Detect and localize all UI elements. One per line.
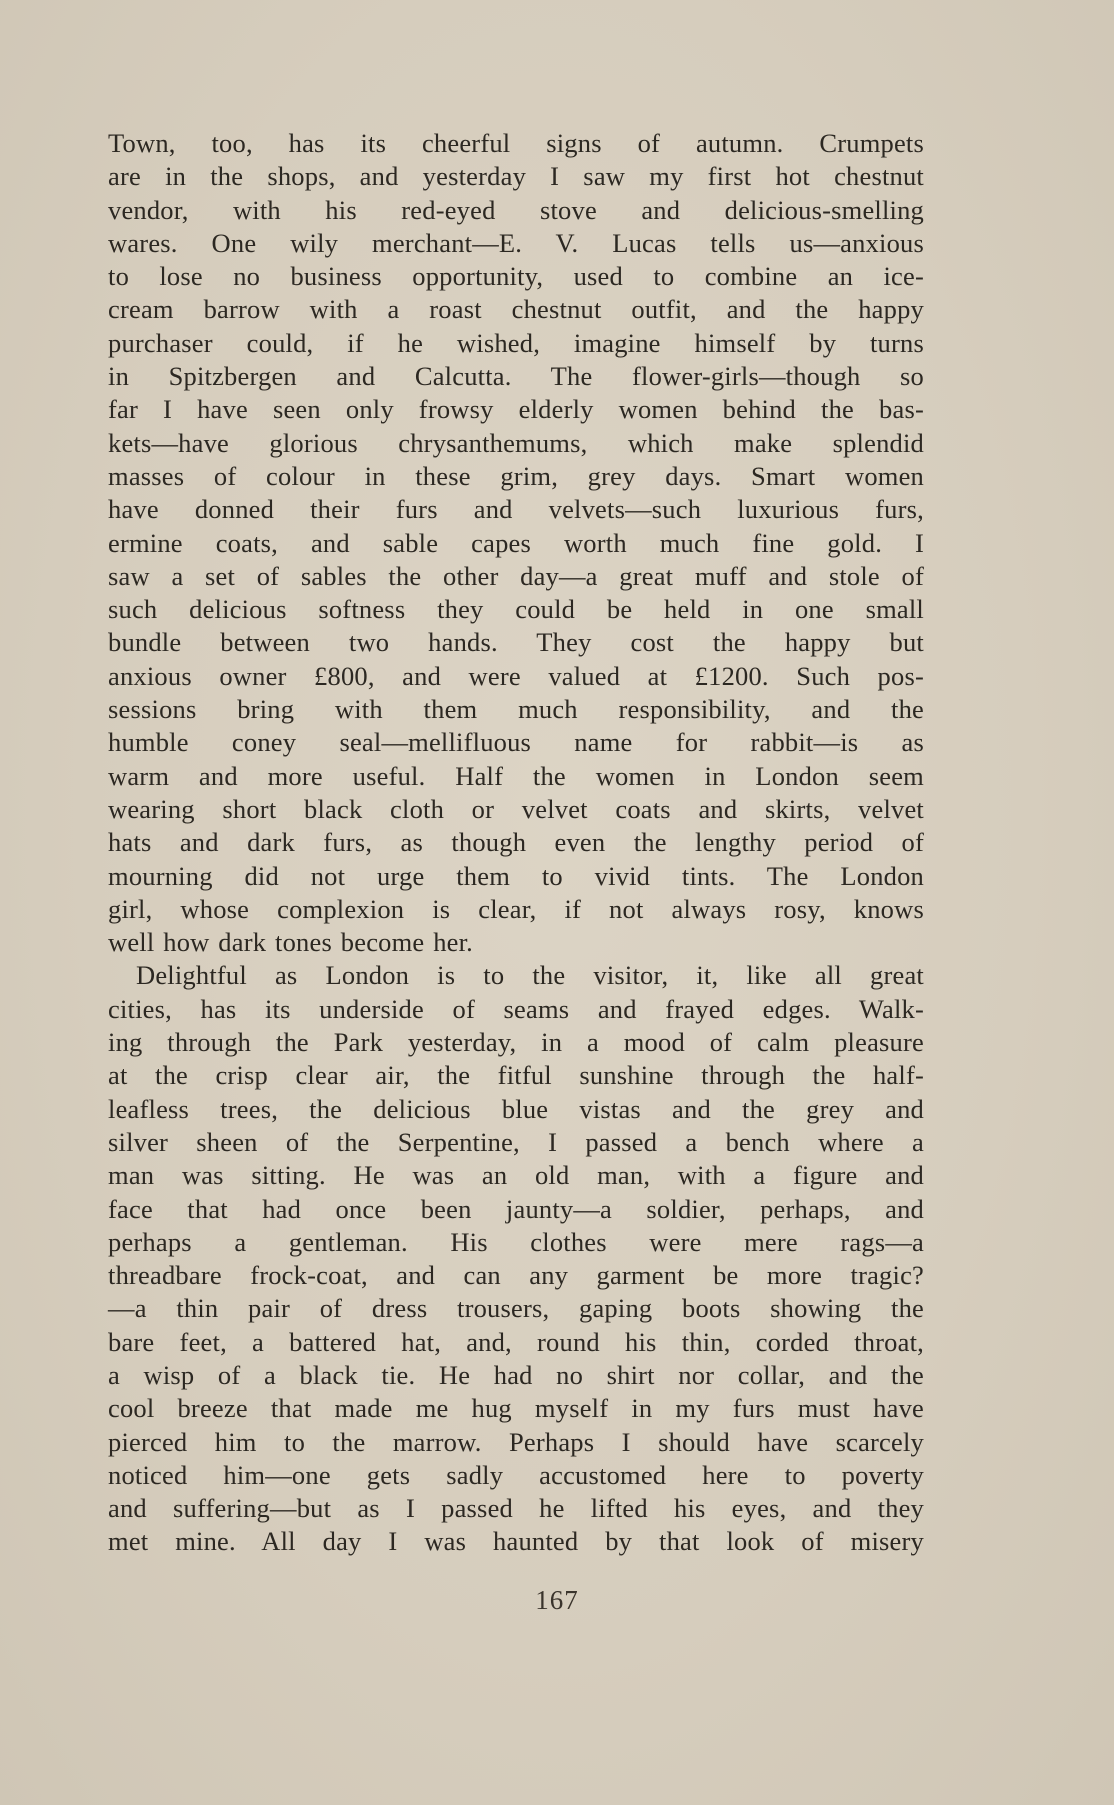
text-line: leafless trees, the delicious blue vistas and the grey and [108,1093,924,1124]
text-line: hats and dark furs, as though even the lengthy period of [108,827,924,858]
text-line: threadbare frock-coat, and can any garment be more tragic? [108,1260,924,1291]
text-line: silver sheen of the Serpentine, I passed a bench where a [108,1126,924,1157]
text-line: a wisp of a black tie. He had no shirt nor collar, and the [108,1359,924,1390]
paragraph-1 [108,127,924,959]
text-line: bare feet, a battered hat, and, round his thin, corded throat, [108,1326,924,1357]
paragraph-2 [108,959,924,1558]
text-line: far I have seen only frowsy elderly women behind the bas- [108,394,924,425]
text-line: wearing short black cloth or velvet coats and skirts, velvet [108,793,924,824]
text-line: saw a set of sables the other day—a great muff and stole of [108,560,924,591]
text-line: cities, has its underside of seams and frayed edges. Walk- [108,993,924,1024]
text-line: masses of colour in these grim, grey days. Smart women [108,460,924,491]
text-line: face that had once been jaunty—a soldier, perhaps, and [108,1193,924,1224]
text-line: well how dark tones become her. [108,927,474,958]
text-line: and suffering—but as I passed he lifted his eyes, and they [108,1493,924,1524]
text-line: man was sitting. He was an old man, with a figure and [108,1160,924,1191]
text-line: Town, too, has its cheerful signs of autumn. Crumpets [108,128,924,158]
text-line: such delicious softness they could be held in one small [108,594,924,625]
text-line: purchaser could, if he wished, imagine himself by turns [108,327,924,358]
text-line: noticed him—one gets sadly accustomed here to poverty [108,1459,924,1490]
text-line: girl, whose complexion is clear, if not always rosy, knows [108,893,924,924]
text-line: wares. One wily merchant—E. V. Lucas tells us—anxious [108,227,924,258]
text-line: Delightful as London is to the visitor, it, like all great [136,960,924,991]
text-line: vendor, with his red-eyed stove and delicious-smelling [108,194,924,225]
text-line: bundle between two hands. They cost the happy but [108,627,924,658]
text-line: have donned their furs and velvets—such luxurious furs, [108,494,924,525]
text-line: pierced him to the marrow. Perhaps I should have scarcely [108,1426,924,1457]
text-line: met mine. All day I was haunted by that look of misery [108,1526,924,1557]
text-line: ermine coats, and sable capes worth much fine gold. I [108,527,924,558]
text-line: kets—have glorious chrysanthemums, which make splendid [108,427,924,458]
text-line: cream barrow with a roast chestnut outfit, and the happy [108,294,924,325]
text-line: perhaps a gentleman. His clothes were mere rags—a [108,1226,924,1257]
body-text [108,127,924,1559]
text-line: sessions bring with them much responsibility, and the [108,694,924,725]
text-line: warm and more useful. Half the women in London seem [108,760,924,791]
text-line: to lose no business opportunity, used to combine an ice- [108,261,924,292]
text-line: in Spitzbergen and Calcutta. The flower-girls—though so [108,361,924,392]
text-line: anxious owner £800, and were valued at £1200. Such pos- [108,660,924,691]
text-line: are in the shops, and yesterday I saw my first hot chestnut [108,161,924,192]
text-line: mourning did not urge them to vivid tints. The London [108,860,924,891]
page-number: 167 [535,1585,579,1615]
text-line: humble coney seal—mellifluous name for rabbit—is as [108,727,924,758]
text-line: ing through the Park yesterday, in a mood of calm pleasure [108,1027,924,1058]
text-line: cool breeze that made me hug myself in my furs must have [108,1393,924,1424]
text-line: at the crisp clear air, the fitful sunshine through the half- [108,1060,924,1091]
text-line: —a thin pair of dress trousers, gaping boots showing the [108,1293,924,1324]
